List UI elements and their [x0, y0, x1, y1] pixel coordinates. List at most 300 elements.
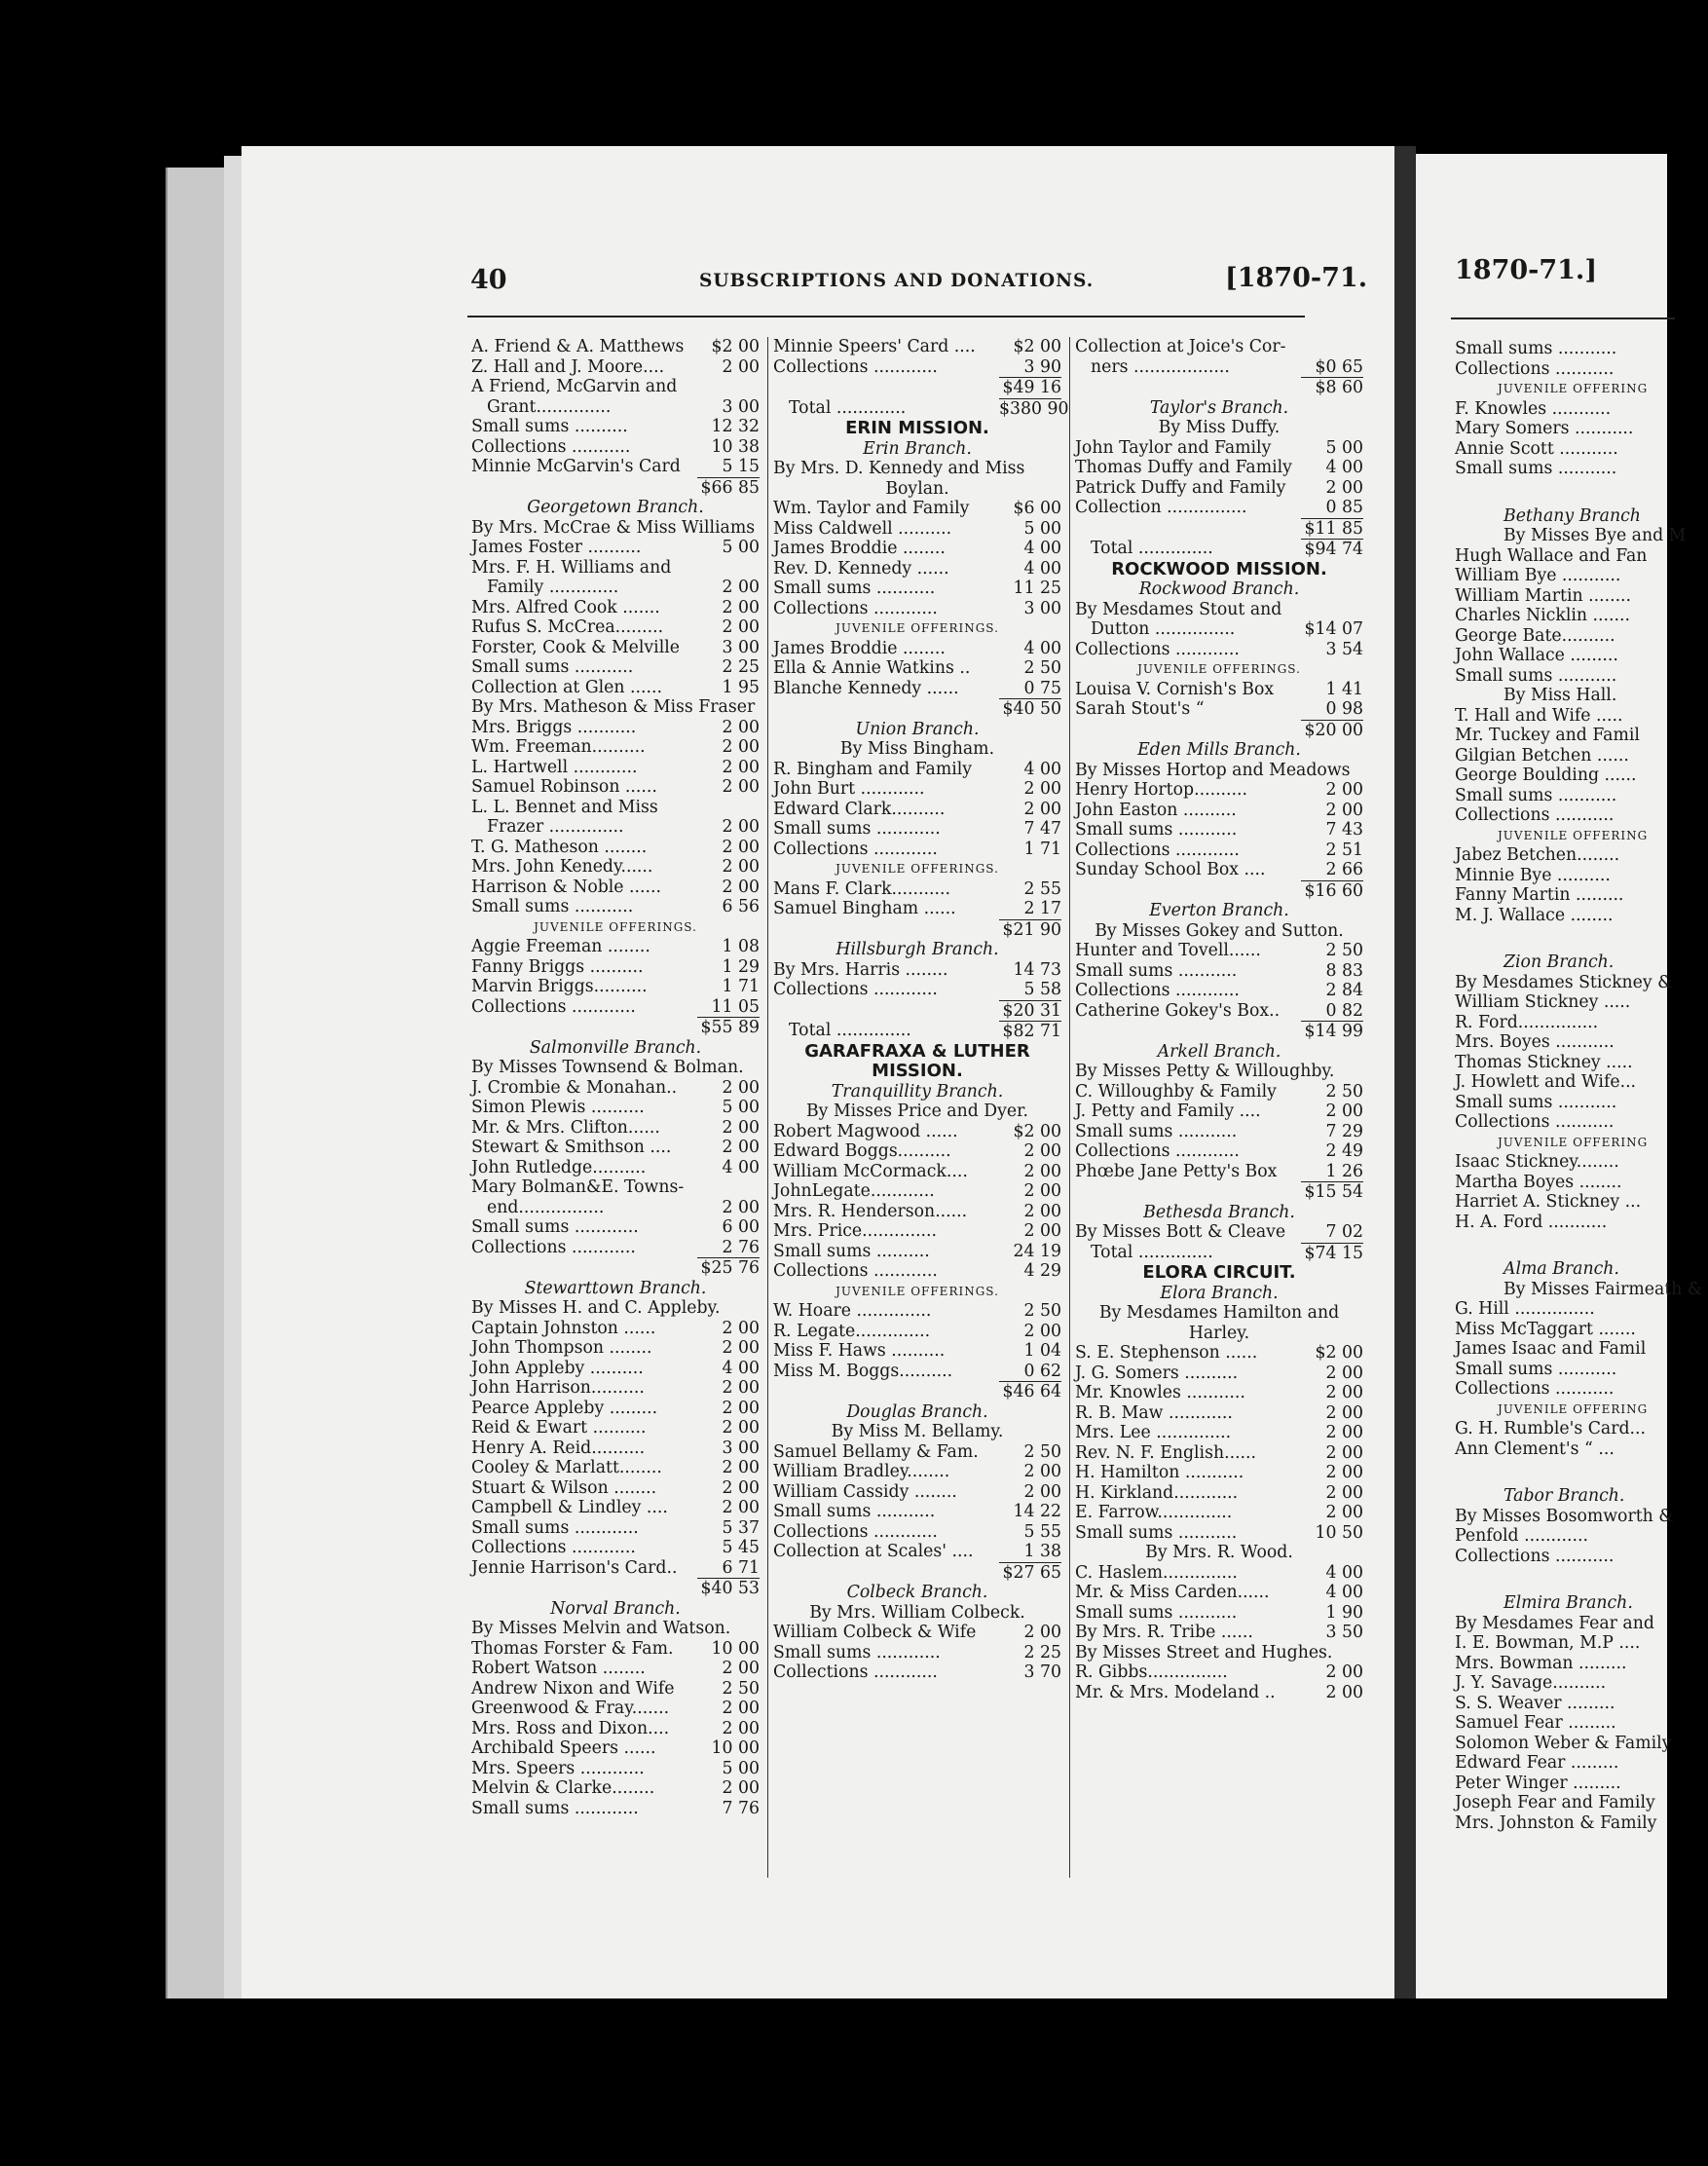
entry-amount: $14 07 — [1304, 619, 1363, 639]
entry-row — [1075, 680, 1363, 700]
entry-line: Penfold ............ — [1455, 1526, 1589, 1546]
entry-name: Small sums ........... — [1075, 1522, 1238, 1543]
entry-row — [773, 960, 1061, 981]
entry-name: Frazer .............. — [487, 817, 624, 837]
juvenile-heading: JUVENILE OFFERINGS. — [534, 919, 697, 934]
right-header-rule — [1451, 317, 1675, 319]
spacer — [1455, 1566, 1708, 1580]
entry-amount: 5 37 — [722, 1517, 760, 1538]
entry-amount: 2 00 — [722, 1318, 760, 1338]
entry-line: G. H. Rumble's Card... — [1455, 1419, 1647, 1438]
entry-row — [773, 899, 1061, 919]
subtotal-row — [1075, 880, 1363, 902]
entry-line: Mr. Tuckey and Famil — [1455, 726, 1640, 745]
branch-heading: Everton Branch. — [1149, 901, 1289, 920]
entry-amount: 2 00 — [1023, 1201, 1061, 1221]
entry-row — [471, 957, 760, 978]
entry-amount: 3 00 — [722, 637, 760, 657]
entry-amount: $49 16 — [999, 377, 1061, 398]
subtotal-row — [1075, 720, 1363, 741]
entry-row — [471, 578, 760, 598]
entry-name: Miss F. Haws .......... — [773, 1341, 946, 1361]
entry-line: John Wallace ......... — [1455, 646, 1618, 665]
entry-name: Robert Watson ........ — [471, 1659, 646, 1678]
branch-heading: Elmira Branch. — [1504, 1593, 1633, 1613]
entry-line: Martha Boyes ........ — [1455, 1172, 1622, 1192]
entry-line: Mary Bolman&E. Towns- — [471, 1177, 685, 1197]
entry-row — [1075, 840, 1363, 861]
entry-row — [471, 657, 760, 678]
entry-row — [471, 1478, 760, 1499]
juvenile-heading: JUVENILE OFFERINGS. — [1137, 662, 1301, 676]
entry-amount: $0 65 — [1315, 356, 1363, 377]
entry-name — [1075, 377, 1301, 398]
entry-row — [471, 777, 760, 798]
branch-heading: Hillsburgh Branch. — [835, 940, 999, 959]
entry-row — [1075, 1082, 1363, 1102]
entry-name: end................ — [487, 1197, 605, 1217]
entry-amount: 3 54 — [1325, 639, 1363, 659]
entry-line: Small sums ........... — [1455, 339, 1617, 358]
entry-amount: 3 90 — [1023, 356, 1061, 377]
entry-row — [773, 1362, 1061, 1382]
entry-amount: 10 00 — [711, 1738, 760, 1758]
subtotal-row — [1075, 1243, 1363, 1264]
entry-amount: 2 00 — [722, 1138, 760, 1157]
entry-line: By Mrs. Matheson & Miss Fraser — [471, 697, 756, 717]
collector-line: By Miss M. Bellamy. — [831, 1422, 1004, 1441]
entry-amount: $2 00 — [711, 337, 760, 356]
entry-row — [471, 417, 760, 437]
entry-amount: $40 50 — [999, 698, 1061, 720]
entry-row — [471, 857, 760, 878]
entry-line: J. Y. Savage.......... — [1455, 1673, 1607, 1693]
entry-row — [1075, 1222, 1363, 1243]
entry-line: William Bye ........... — [1455, 566, 1621, 585]
entry-amount: 7 29 — [1325, 1121, 1363, 1141]
entry-name: Robert Magwood ...... — [773, 1121, 958, 1141]
entry-name: Catherine Gokey's Box.. — [1075, 1000, 1281, 1021]
entry-amount: 2 76 — [722, 1237, 760, 1257]
entry-amount: 2 00 — [1325, 800, 1363, 820]
entry-row — [1075, 1001, 1363, 1022]
entry-amount: 2 00 — [1325, 1503, 1363, 1522]
entry-amount: 2 55 — [1023, 878, 1061, 899]
entry-row — [471, 1338, 760, 1359]
entry-line: By Misses Petty & Willoughby. — [1075, 1062, 1335, 1081]
entry-row — [1075, 780, 1363, 801]
entry-row — [1075, 1162, 1363, 1182]
entry-name: R. B. Maw ............ — [1075, 1402, 1233, 1423]
entry-line: Small sums ........... — [1455, 665, 1617, 686]
entry-name: Small sums ........... — [1075, 820, 1238, 840]
entry-name: Aggie Freeman ........ — [471, 937, 650, 956]
entry-line: M. J. Wallace ........ — [1455, 905, 1614, 925]
entry-name: Small sums ........... — [1075, 960, 1238, 981]
entry-line: Ann Clement's “ ... — [1455, 1438, 1615, 1459]
entry-row — [471, 937, 760, 957]
entry-row — [1075, 801, 1363, 821]
subtotal-row — [1075, 518, 1363, 540]
entry-row — [471, 1759, 760, 1779]
entry-name: Thomas Forster & Fam. — [471, 1638, 674, 1659]
entry-row — [773, 658, 1061, 679]
entry-amount: 10 38 — [711, 436, 760, 457]
entry-row — [773, 879, 1061, 900]
entry-amount: 1 04 — [1023, 1341, 1061, 1361]
entry-row — [471, 1238, 760, 1258]
entry-amount: 0 98 — [1325, 699, 1363, 719]
column-divider-1 — [767, 337, 768, 1878]
entry-amount: $20 00 — [1301, 720, 1363, 741]
entry-row — [1075, 699, 1363, 720]
entry-amount: 2 00 — [722, 717, 760, 737]
entry-row — [471, 718, 760, 738]
branch-heading: Norval Branch. — [550, 1598, 681, 1619]
spacer — [1455, 1459, 1708, 1473]
entry-line: Isaac Stickney........ — [1455, 1152, 1619, 1172]
entry-line: William Martin ........ — [1455, 585, 1632, 606]
spacer — [1455, 925, 1708, 939]
entry-row — [471, 617, 760, 638]
subtotal-row — [471, 477, 760, 499]
entry-line: Collections ........... — [1455, 1379, 1615, 1399]
entry-name: John Harrison.......... — [471, 1378, 645, 1398]
entry-name: James Broddie ........ — [773, 638, 946, 658]
entry-amount: 2 50 — [1023, 1301, 1061, 1321]
entry-name: Small sums ............ — [773, 1642, 941, 1662]
entry-row — [773, 800, 1061, 820]
entry-row — [471, 1699, 760, 1719]
entry-line: Samuel Fear ......... — [1455, 1713, 1616, 1733]
entry-amount: 2 17 — [1023, 899, 1061, 918]
entry-name: Small sums ........... — [1075, 1121, 1238, 1141]
mission-heading: ROCKWOOD MISSION. — [1111, 558, 1327, 579]
entry-row — [773, 579, 1061, 599]
entry-row — [773, 1522, 1061, 1543]
entry-name: Collections ............ — [773, 980, 938, 999]
entry-name: Sunday School Box .... — [1075, 860, 1266, 879]
entry-row — [1075, 498, 1363, 518]
entry-line: Miss McTaggart ....... — [1455, 1319, 1636, 1339]
entry-amount: 6 56 — [722, 897, 760, 916]
branch-heading: Douglas Branch. — [846, 1401, 988, 1422]
column-1 — [471, 337, 760, 1818]
entry-row — [471, 1679, 760, 1699]
entry-amount: 2 00 — [1023, 1462, 1061, 1481]
subtotal-row — [471, 1578, 760, 1599]
entry-amount: $16 60 — [1301, 880, 1363, 902]
entry-amount: 5 15 — [722, 457, 760, 476]
entry-name: Collections ........... — [471, 436, 631, 457]
entry-line: George Boulding ...... — [1455, 766, 1637, 785]
entry-amount: 5 45 — [722, 1538, 760, 1557]
entry-row — [471, 1738, 760, 1759]
collector-line: By Miss Bingham. — [839, 739, 995, 759]
entry-amount: $6 00 — [1013, 499, 1061, 518]
entry-line: Small sums ........... — [1455, 1359, 1617, 1379]
entry-amount: 2 00 — [722, 1197, 760, 1217]
entry-row — [471, 758, 760, 778]
entry-amount: 0 85 — [1325, 498, 1363, 517]
entry-amount: 4 00 — [1023, 539, 1061, 558]
entry-name: J. Petty and Family .... — [1075, 1102, 1261, 1121]
entry-line: R. Ford............... — [1455, 1012, 1599, 1032]
entry-name: Collections ............ — [1075, 639, 1240, 659]
entry-name: Mrs. Briggs ........... — [471, 717, 637, 737]
entry-row — [1075, 1403, 1363, 1424]
entry-name: Mrs. Speers ............ — [471, 1758, 645, 1778]
entry-row — [773, 1261, 1061, 1282]
entry-name: J. G. Somers .......... — [1075, 1363, 1239, 1383]
entry-line: Thomas Stickney ..... — [1455, 1052, 1633, 1072]
spacer — [1455, 1473, 1708, 1486]
entry-name: Miss M. Boggs.......... — [773, 1361, 953, 1381]
entry-name — [1075, 1181, 1301, 1203]
entry-name: John Rutledge.......... — [471, 1157, 647, 1177]
entry-name — [773, 919, 999, 941]
entry-amount: $82 71 — [999, 1021, 1061, 1042]
entry-row — [773, 760, 1061, 780]
entry-name: By Mrs. Harris ........ — [773, 959, 948, 980]
branch-heading: Eden Mills Branch. — [1137, 740, 1301, 760]
entry-name: Mrs. John Kenedy...... — [471, 857, 653, 877]
entry-row — [471, 1799, 760, 1819]
entry-name — [1075, 720, 1301, 741]
entry-amount: 2 00 — [1023, 1321, 1061, 1341]
entry-row — [1075, 1563, 1363, 1584]
entry-row — [471, 1138, 760, 1158]
entry-amount: $27 65 — [999, 1562, 1061, 1584]
spacer — [1455, 939, 1708, 952]
branch-subheading: Erin Branch. — [863, 438, 972, 459]
entry-line: Annie Scott ........... — [1455, 438, 1618, 459]
entry-name: Mrs. Ross and Dixon.... — [471, 1718, 670, 1738]
entry-name — [1075, 518, 1301, 540]
entry-row — [1075, 1683, 1363, 1703]
entry-amount: 2 00 — [722, 1498, 760, 1517]
branch-heading: Union Branch. — [855, 719, 980, 739]
collector-line: Boylan. — [885, 478, 949, 499]
entry-name: Harrison & Noble ...... — [471, 877, 661, 897]
entry-row — [1075, 1383, 1363, 1403]
entry-row — [471, 437, 760, 458]
branch-heading: Alma Branch. — [1504, 1259, 1619, 1279]
entry-row — [773, 1122, 1061, 1142]
entry-amount: 14 22 — [1013, 1502, 1061, 1521]
spacer — [1455, 493, 1708, 506]
entry-name: H. Kirkland............ — [1075, 1482, 1239, 1503]
entry-amount: 2 50 — [722, 1678, 760, 1699]
entry-line: Gilgian Betchen ...... — [1455, 745, 1629, 766]
entry-name: Captain Johnston ...... — [471, 1318, 656, 1338]
entry-amount: 2 00 — [1325, 477, 1363, 498]
entry-row — [1075, 1483, 1363, 1504]
entry-name: Small sums ............ — [471, 1217, 639, 1237]
entry-amount: 11 05 — [711, 996, 760, 1017]
juvenile-heading: JUVENILE OFFERINGS. — [835, 621, 999, 635]
entry-row — [1075, 1102, 1363, 1122]
year-range: [1870-71. — [1225, 263, 1368, 293]
entry-name — [471, 1257, 697, 1279]
entry-row — [471, 357, 760, 378]
entry-amount: 0 75 — [1023, 678, 1061, 698]
entry-name: William Cassidy ........ — [773, 1481, 957, 1502]
entry-amount: 2 00 — [1325, 1363, 1363, 1383]
subtotal-row — [773, 377, 1061, 398]
entry-amount: 2 00 — [722, 857, 760, 877]
entry-amount: 2 00 — [722, 578, 760, 597]
entry-amount: 24 19 — [1013, 1241, 1061, 1261]
entry-line: Mrs. F. H. Williams and — [471, 557, 672, 578]
entry-row — [471, 598, 760, 618]
entry-name: Greenwood & Fray....... — [471, 1699, 670, 1718]
entry-name: Collections ............ — [1075, 840, 1240, 860]
entry-row — [773, 1643, 1061, 1663]
entry-line: Small sums ........... — [1455, 1092, 1617, 1112]
entry-line: James Isaac and Famil — [1455, 1339, 1647, 1359]
entry-name: John Taylor and Family — [1075, 437, 1272, 458]
entry-row — [1075, 640, 1363, 660]
entry-name: William Colbeck & Wife — [773, 1623, 977, 1642]
entry-amount: 4 00 — [1023, 558, 1061, 579]
entry-name: Small sums ........... — [1075, 1602, 1238, 1623]
entry-name: S. E. Stephenson ...... — [1075, 1343, 1258, 1363]
entry-row — [471, 1399, 760, 1419]
entry-name: Total ............. — [789, 397, 907, 418]
entry-amount: 5 00 — [1023, 518, 1061, 539]
entry-line: Mrs. Bowman ......... — [1455, 1653, 1627, 1673]
entry-row — [773, 1442, 1061, 1463]
subtotal-row — [773, 1381, 1061, 1402]
entry-amount: 2 00 — [1023, 1161, 1061, 1181]
entry-amount: 2 00 — [722, 1718, 760, 1738]
entry-amount: 2 84 — [1325, 981, 1363, 1000]
entry-row — [1075, 1623, 1363, 1643]
entry-row — [773, 539, 1061, 559]
entry-line: S. S. Weaver ......... — [1455, 1693, 1615, 1713]
entry-amount: $21 90 — [999, 919, 1061, 941]
entry-name: Reid & Ewart .......... — [471, 1418, 647, 1438]
entry-row — [471, 897, 760, 917]
entry-amount: 2 66 — [1325, 860, 1363, 879]
collector-line: By Mrs. R. Wood. — [1145, 1543, 1293, 1562]
entry-name: Hunter and Tovell...... — [1075, 941, 1261, 960]
entry-name: Collections ............ — [1075, 1141, 1240, 1161]
entry-line: William Stickney ..... — [1455, 992, 1631, 1012]
entry-amount: 3 70 — [1023, 1662, 1061, 1682]
branch-heading: Tabor Branch. — [1504, 1486, 1625, 1506]
entry-line: Fanny Martin ......... — [1455, 885, 1624, 905]
entry-amount: 3 00 — [722, 396, 760, 417]
entry-name: Mrs. R. Henderson...... — [773, 1201, 968, 1221]
entry-row — [1075, 619, 1363, 640]
entry-name: J. Crombie & Monahan.. — [471, 1077, 678, 1098]
entry-name: T. G. Matheson ........ — [471, 837, 648, 857]
branch-subheading: Elora Branch. — [1160, 1283, 1279, 1303]
entry-row — [471, 337, 760, 357]
entry-row — [471, 1418, 760, 1438]
entry-row — [471, 1319, 760, 1339]
entry-name: Grant.............. — [487, 396, 612, 417]
entry-name: Collection at Scales' .... — [773, 1542, 974, 1561]
entry-row — [773, 1341, 1061, 1362]
entry-amount: 2 49 — [1325, 1141, 1363, 1161]
entry-name: E. Farrow.............. — [1075, 1503, 1233, 1522]
entry-row — [471, 1378, 760, 1399]
entry-row — [471, 1538, 760, 1558]
entry-line: By Mrs. D. Kennedy and Miss — [773, 459, 1025, 478]
entry-line: Edward Fear ......... — [1455, 1753, 1619, 1773]
branch-heading: Arkell Branch. — [1157, 1041, 1281, 1062]
entry-name: Rev. N. F. English...... — [1075, 1442, 1257, 1463]
entry-amount: 10 00 — [711, 1638, 760, 1659]
entry-name: Rufus S. McCrea......... — [471, 617, 664, 637]
entry-amount: $25 76 — [697, 1257, 760, 1279]
entry-name: Stuart & Wilson ........ — [471, 1477, 657, 1498]
entry-amount: 2 00 — [1023, 1181, 1061, 1201]
entry-row — [471, 1458, 760, 1478]
subtotal-row — [773, 397, 1069, 420]
entry-name: Phœbe Jane Petty's Box — [1075, 1161, 1278, 1181]
entry-line: Collections ........... — [1455, 1112, 1615, 1132]
entry-name: John Appleby .......... — [471, 1358, 644, 1378]
collector-line: By Mesdames Hamilton and — [1098, 1303, 1340, 1323]
mission-heading: GARAFRAXA & LUTHER — [804, 1040, 1030, 1062]
entry-name: L. Hartwell ............ — [471, 757, 638, 777]
page-number: 40 — [470, 265, 507, 295]
entry-name: Jennie Harrison's Card.. — [471, 1557, 678, 1578]
branch-heading: Georgetown Branch. — [527, 498, 704, 517]
entry-name — [1075, 1021, 1301, 1042]
entry-row — [471, 678, 760, 698]
entry-amount: 4 00 — [1325, 1562, 1363, 1583]
entry-name: Miss Caldwell .......... — [773, 518, 952, 539]
entry-amount: 1 71 — [722, 977, 760, 996]
entry-row — [1075, 1463, 1363, 1483]
entry-line: By Mesdames Fear and — [1455, 1613, 1654, 1633]
entry-name: Total .............. — [1091, 539, 1213, 558]
entry-name: Collections ............ — [471, 1538, 636, 1557]
entry-name — [773, 1000, 999, 1022]
entry-amount: $380 90 — [999, 398, 1069, 419]
entry-row — [1075, 458, 1363, 478]
entry-amount: 5 00 — [1325, 437, 1363, 458]
entry-line: By Misses Townsend & Bolman. — [471, 1058, 744, 1077]
entry-name: Wm. Freeman.......... — [471, 737, 646, 757]
entry-line: By Mesdames Stout and — [1075, 599, 1282, 619]
entry-row — [773, 1662, 1061, 1683]
entry-name: Collections ............ — [773, 839, 938, 859]
entry-row — [471, 1498, 760, 1518]
entry-name: Rev. D. Kennedy ...... — [773, 558, 949, 579]
entry-amount: 4 29 — [1023, 1261, 1061, 1281]
collector-line: By Miss Duffy. — [1158, 418, 1281, 437]
entry-name: Collection at Glen ...... — [471, 677, 662, 697]
entry-amount: 7 47 — [1023, 819, 1061, 839]
entry-row — [1075, 1122, 1363, 1142]
entry-line: Solomon Weber & Family — [1455, 1733, 1672, 1753]
entry-amount: 2 00 — [722, 777, 760, 797]
entry-row — [1075, 1443, 1363, 1464]
entry-name: Collections ............ — [773, 598, 938, 618]
entry-amount: 1 95 — [722, 677, 760, 697]
running-title: SUBSCRIPTIONS AND DONATIONS. — [699, 271, 1095, 291]
entry-amount: 2 00 — [722, 1077, 760, 1098]
entry-line: Small sums ........... — [1455, 459, 1617, 478]
header-rule — [467, 316, 1305, 317]
branch-heading: Bethany Branch — [1504, 505, 1641, 526]
